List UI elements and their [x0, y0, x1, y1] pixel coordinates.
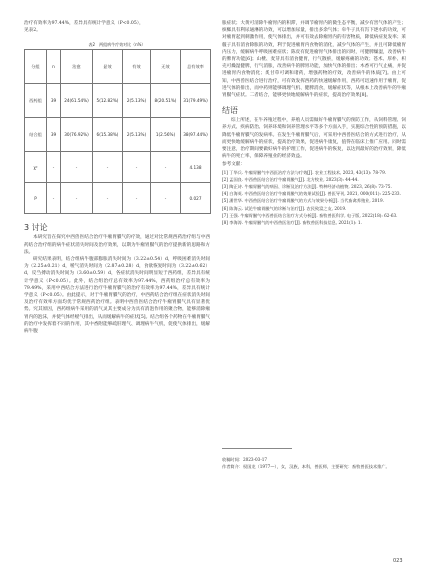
efficacy-table	[24, 49, 211, 214]
paragraph: 研究结果表明，结合组病牛腹部膨胀消失时间为（3.22±0.54）d，呼吸困难消失时间为（2.25±0.21）d，嗳气消失时间为（2.87±0.28）d，食欲恢复时间为（3.22±0.62）d，反刍搏动消失时间为（3.60±0.59）d，各症状消失时间明显短于西药组，差异具有统计学意义（P<0.05）。此外，结合组治疗总有效率为97.44%，西药组治疗总有效率为79.49%，采用中西结合方法进行治疗牛瘤胃臌气的治疗有效率为97.44%，差异具有统计学意义（P<0.05）。由此提示，对于牛瘤胃臌气的治疗，中西药结合治疗组在症状消失时间及治疗有效率方面均优于常规西药治疗组。表明中西兽医结合治疗牛瘤胃臌气具有显著优势。究其原因，西药组病牛采用的消气灵其主要成分为具有消泡作用的聚合物，能够消除瘤胃内的泡沫，并使气体经嗳气排出，从而缓解病牛的症状[5]。结合组各个药物在牛瘤胃臌气的治疗中发挥着不同的作用，其中香附能够疏肝理气、调理病牛气机，促使气体排出，缓解病牛腹	[24, 257, 210, 335]
author-bio: 作者简介：权国龙（1977—），女，汉族，本科，兽医师，主要研究：畜牧兽医技术推广。	[222, 464, 390, 470]
table-row	[25, 152, 211, 183]
left-column	[24, 20, 210, 335]
table-row	[25, 84, 211, 118]
section-title-discussion: 3 讨论	[24, 223, 48, 233]
table-cell: -	[47, 152, 61, 183]
table-cell: 30(76.92%)	[61, 118, 93, 152]
table-cell: 2(5.13%)	[123, 118, 151, 152]
table-cell: -	[47, 183, 61, 214]
header-cell: 分组	[25, 50, 47, 84]
table-cell: 1(2.56%)	[151, 118, 181, 152]
table-cell: 38(97.44%)	[181, 118, 211, 152]
reference-item: [7] 王强. 牛瘤胃臌气中西兽医结合治疗方式分析[J]. 畜牧兽医科学, 电子版, 2022(18): 62-63.	[222, 212, 398, 218]
intro-line-2: 见表2。	[24, 28, 41, 34]
reference-item: [8] 李海涛. 牛瘤胃臌气的中西兽医治疗[J]. 畜牧兽医科技信息, 2021(1): 1.	[222, 220, 362, 226]
right-column	[222, 20, 406, 226]
table-cell: 2(5.13%)	[123, 84, 151, 118]
table-cell: -	[93, 152, 123, 183]
table-cell: 8(20.51%)	[151, 84, 181, 118]
table-cell: -	[151, 152, 181, 183]
paragraph: 胀症状；大黄可清除牛瘤胃内的积滞，并调节瘤胃内的微生态平衡，减少有害气体的产生；槟榔具有利尿通淋的功效，可以增加尿量，排出多余气体；牵牛子具有泻下逐水的功效，可对瘤胃起到刺激作用，使气体排出，并可有效去除瘤胃内的有害物质，降低病症复发率；莱菔子具有消食除胀的功效，利于促进瘤胃内食物的消化，减少气体的产生，并且可降低瘤胃内压力，缓解病牛呼吸困难症状；陈皮有促进瘤胃气体排出的同时，可健脾燥湿，改善病牛的脾胃功能[6]；山楂、麦芽具有消食健胃，行气散瘀，缓解疼痛的功效；苍术、厚朴、枳壳可燥湿健脾，行气消胀，改善病牛的脾胃功能，加快气体的排出；木香可行气止痛，并促进瘤胃内食物消化；炙甘草可调和诸药，增强药物的疗效，改善病牛的体质[7]。由上可知，中西兽医结合进行治疗，可有效发挥西药的快速缓解作用，西药可迅速作用于瘤胃，促进气体的排出，而中药则能够调理气机、健脾消食，缓解症状等，从根本上改善病牛的牛瘤胃臌气症状。二者结合，能够更快地缓解病牛的症状，提高治疗效果[8]。	[222, 21, 406, 99]
paragraph: 综上所述，在牛养殖过程中，养殖人员需做好牛瘤胃臌气的预防工作，从饲料管理、饲养方式、疾病防治、饲养环境和饲养管理水平等多个方面入手，实施综合性的预防措施，以降低牛瘤胃臌气的发病率。在发生牛瘤胃臌气后，可采用中西兽医结合的方式进行治疗，从而更快地缓解病牛的症状，提高治疗效果，促进病牛康复，值得在临床上推广应用。同时需要注意，治疗期间要做好病牛的护理工作，促进病牛的恢复，以达到最好的治疗效果，降低病牛的死亡率，保障养殖业的经济效益。	[222, 118, 406, 160]
header-cell: 无效	[151, 50, 181, 84]
table-cell: -	[61, 152, 93, 183]
reference-item: [3] 陶正诗. 牛瘤胃臌气的病因、诊断及治疗方法[J]. 特种经济动植物, 2023, 26(8): 73-75.	[222, 184, 392, 190]
reference-item: [5] 潘世华. 中西兽医结合治疗牛瘤胃臌气的方式与效果分析[J]. 当代畜禽养殖业, 2019.	[222, 198, 384, 204]
table-cell: 西药组	[25, 84, 47, 118]
table-cell: 4.138	[181, 152, 211, 183]
header-cell: 治愈	[61, 50, 93, 84]
table-cell: P	[25, 183, 47, 214]
received-date: 收稿时间：2023-03-17	[222, 457, 268, 462]
header-cell: 显效	[93, 50, 123, 84]
table-cell: -	[123, 183, 151, 214]
table-cell: 39	[47, 84, 61, 118]
article-meta	[222, 456, 406, 471]
reference-item: [1] 丁华兵. 牛瘤胃臌气中西医治疗方法与疗效[J]. 农业工程技术, 2023, 43(13): 78-79.	[222, 169, 387, 175]
table-cell: 31(79.49%)	[181, 84, 211, 118]
header-cell: 有效	[123, 50, 151, 84]
table-cell: 39	[47, 118, 61, 152]
table-row	[25, 183, 211, 214]
reference-item: [4] 白海英. 中西兽医结合治疗牛瘤胃臌气的效果试验[J]. 兽医导刊, 2021, 000(011): 225-233.	[222, 191, 401, 197]
table-cell: 0.027	[181, 183, 211, 214]
table-cell: 24(61.54%)	[61, 84, 93, 118]
paragraph: 本研究旨在探究中西兽医结合治疗牛瘤胃臌气的疗效，通过对比常规西药治疗组与中西药结合治疗组的病牛症状消失时间及治疗效果，以期为牛瘤胃臌气的治疗提供新的思路和方法。	[24, 235, 210, 255]
references-title: 参考文献：	[222, 162, 245, 168]
footnote-divider	[222, 448, 292, 449]
reference-item: [6] 陈海云. 试论牛瘤胃臌气的诊断与治疗[J]. 农民致富之友, 2019.	[222, 205, 347, 211]
table-cell: 5(12.82%)	[93, 84, 123, 118]
table-cell: -	[123, 152, 151, 183]
table-cell: 结合组	[25, 118, 47, 152]
intro-line-1: 治疗有效率为97.44%，差异具有统计学意义（P<0.05），	[24, 21, 144, 26]
section-title-conclusion: 结语	[222, 106, 238, 116]
header-cell: 总有效率	[181, 50, 211, 84]
page-number: 023	[393, 558, 403, 564]
table-row	[25, 118, 211, 152]
header-cell: n	[47, 50, 61, 84]
table-cell: 6(15.38%)	[93, 118, 123, 152]
reference-item: [2] 孟国良. 中西兽医结合治疗牛瘤胃臌气[J]. 北方牧业, 2023(3): 44-44.	[222, 176, 359, 182]
table-cell: -	[61, 183, 93, 214]
table-cell: χ²	[25, 152, 47, 183]
table-header-row	[25, 50, 211, 84]
table-caption: 表2 两组病牛疗效对比（n%）	[88, 42, 146, 48]
table-cell: -	[93, 183, 123, 214]
table-cell: -	[151, 183, 181, 214]
